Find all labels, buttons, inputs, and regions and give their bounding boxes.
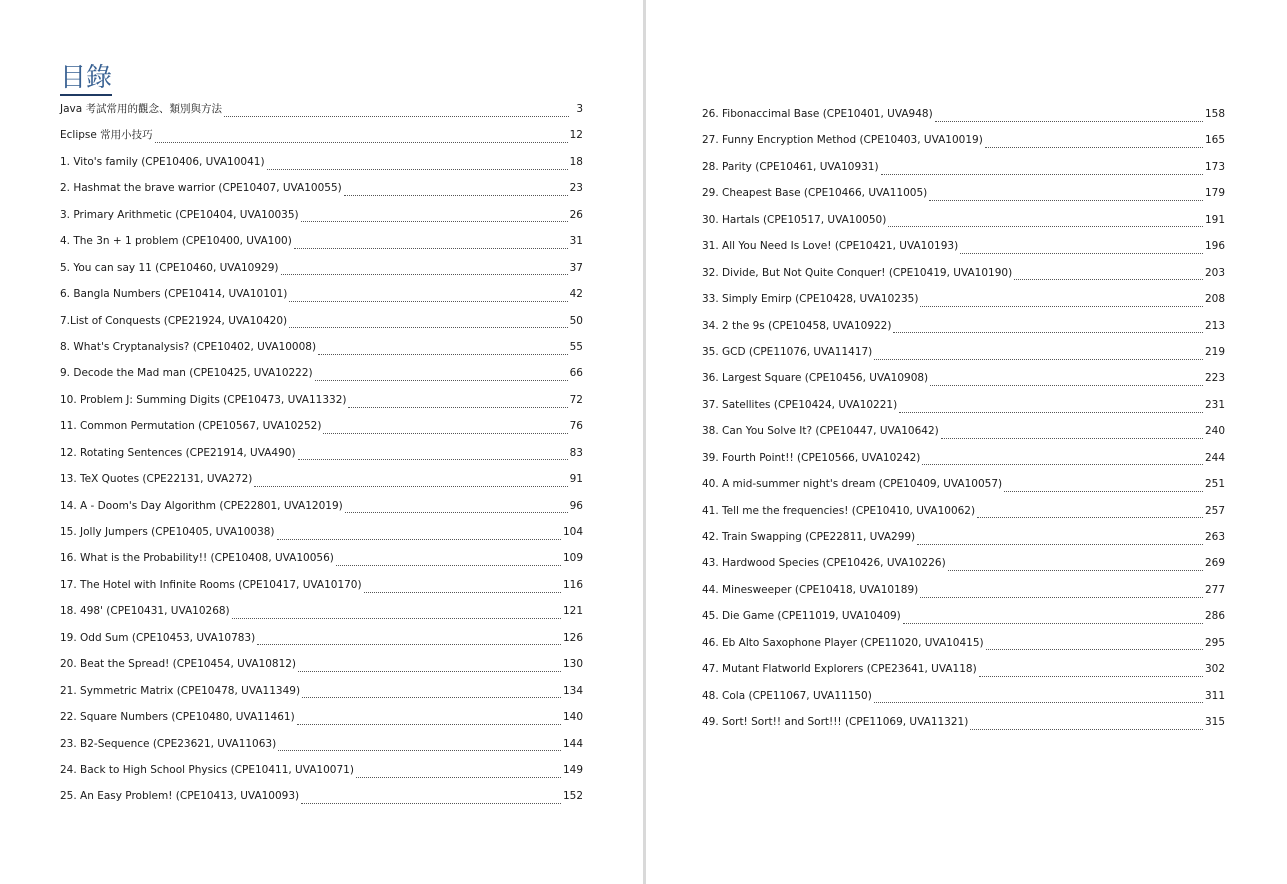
toc-dot-leader <box>985 147 1203 148</box>
toc-entry[interactable] <box>60 178 583 204</box>
toc-dot-leader <box>297 724 561 725</box>
toc-page-number: 50 <box>569 314 583 327</box>
toc-entry[interactable] <box>702 316 1225 342</box>
toc-entry-label: Java 考試常用的觀念、類別與方法 <box>60 103 223 115</box>
toc-entry[interactable] <box>60 284 583 310</box>
toc-entry-label: 47. Mutant Flatworld Explorers (CPE23641, UVA118) <box>702 663 977 676</box>
toc-entry-label: 15. Jolly Jumpers (CPE10405, UVA10038) <box>60 526 275 538</box>
toc-entry-label: 27. Funny Encryption Method (CPE10403, UVA10019) <box>702 134 983 147</box>
toc-page-number: 42 <box>569 288 583 301</box>
toc-page-number: 116 <box>562 578 583 591</box>
toc-entry-label: 19. Odd Sum (CPE10453, UVA10783) <box>60 631 256 644</box>
toc-entry-label: 44. Minesweeper (CPE10418, UVA10189) <box>702 583 919 596</box>
toc-entry[interactable] <box>60 390 583 416</box>
toc-page-number: 121 <box>562 605 583 618</box>
toc-entry-label: 4. The 3n + 1 problem (CPE10400, UVA100) <box>60 235 292 248</box>
toc-entry-label: 38. Can You Solve It? (CPE10447, UVA10642) <box>702 425 939 438</box>
toc-entry-label: 5. You can say 11 (CPE10460, UVA10929) <box>60 261 279 274</box>
toc-entry[interactable] <box>60 205 583 231</box>
toc-page-number: 18 <box>569 155 583 168</box>
toc-dot-leader <box>1014 279 1203 280</box>
document-page-left <box>0 0 643 884</box>
toc-page-number: 37 <box>569 261 583 274</box>
toc-dot-leader <box>301 221 568 222</box>
toc-dot-leader <box>301 803 561 804</box>
toc-entry-label: 20. Beat the Spread! (CPE10454, UVA10812) <box>60 658 297 671</box>
toc-entry-label: 49. Sort! Sort!! and Sort!!! (CPE11069, UVA11321) <box>702 716 969 729</box>
toc-dot-leader <box>323 433 567 434</box>
toc-entry[interactable] <box>702 580 1225 606</box>
toc-entry-label: 29. Cheapest Base (CPE10466, UVA11005) <box>702 187 928 200</box>
toc-page-number: 149 <box>562 763 583 776</box>
toc-entry-label: 43. Hardwood Species (CPE10426, UVA10226) <box>702 557 946 570</box>
toc-entry-label: 10. Problem J: Summing Digits (CPE10473, UVA11332) <box>60 393 347 406</box>
toc-dot-leader <box>874 702 1203 703</box>
toc-entry[interactable] <box>702 183 1225 209</box>
toc-page-number: 311 <box>1204 689 1225 702</box>
toc-page-number: 26 <box>569 208 583 221</box>
toc-entry[interactable] <box>702 659 1225 685</box>
toc-dot-leader <box>345 512 568 513</box>
toc-entry-label: 11. Common Permutation (CPE10567, UVA10252) <box>60 420 322 433</box>
toc-entry-label: 8. What's Cryptanalysis? (CPE10402, UVA10008) <box>60 340 317 353</box>
toc-entry-label: 17. The Hotel with Infinite Rooms (CPE10417, UVA10170) <box>60 578 362 591</box>
toc-page-number: 179 <box>1204 187 1225 200</box>
toc-entry[interactable] <box>702 686 1225 712</box>
toc-entry[interactable] <box>702 633 1225 659</box>
toc-page-number: 240 <box>1204 425 1225 438</box>
toc-page-number: 196 <box>1204 240 1225 253</box>
toc-entry[interactable] <box>702 210 1225 236</box>
toc-entry-label: 46. Eb Alto Saxophone Player (CPE11020, UVA10415) <box>702 636 984 649</box>
toc-dot-leader <box>298 671 561 672</box>
toc-dot-leader <box>277 539 561 540</box>
toc-entry-label: 1. Vito's family (CPE10406, UVA10041) <box>60 155 265 168</box>
toc-entry-label: 2. Hashmat the brave warrior (CPE10407, UVA10055) <box>60 182 342 195</box>
toc-page-number: 76 <box>569 420 583 433</box>
toc-page-number: 144 <box>562 737 583 750</box>
toc-entry-label: 30. Hartals (CPE10517, UVA10050) <box>702 213 887 226</box>
toc-page-number: 152 <box>562 790 583 803</box>
toc-page-number: 223 <box>1204 372 1225 385</box>
toc-entry[interactable] <box>702 421 1225 447</box>
toc-entry-label: 31. All You Need Is Love! (CPE10421, UVA10193) <box>702 240 959 253</box>
toc-dot-leader <box>278 750 561 751</box>
toc-dot-leader <box>920 306 1203 307</box>
toc-entry-label: 13. TeX Quotes (CPE22131, UVA272) <box>60 473 253 486</box>
toc-entry-label: 16. What is the Probability!! (CPE10408, UVA10056) <box>60 552 334 565</box>
toc-dot-leader <box>903 623 1203 624</box>
toc-entry-label: 7.List of Conquests (CPE21924, UVA10420) <box>60 314 288 327</box>
toc-page-number: 158 <box>1204 108 1225 120</box>
toc-dot-leader <box>289 301 567 302</box>
toc-entry-label: 35. GCD (CPE11076, UVA11417) <box>702 345 873 358</box>
toc-entry[interactable] <box>702 712 1225 738</box>
toc-dot-leader <box>1004 491 1203 492</box>
toc-page-number: 244 <box>1204 451 1225 464</box>
toc-dot-leader <box>224 116 569 117</box>
toc-entry[interactable] <box>60 258 583 284</box>
toc-dot-leader <box>254 486 567 487</box>
toc-dot-leader <box>336 565 561 566</box>
toc-entry-label: 23. B2-Sequence (CPE23621, UVA11063) <box>60 737 277 750</box>
toc-entry-label: 18. 498' (CPE10431, UVA10268) <box>60 605 230 618</box>
toc-page-number: 231 <box>1204 398 1225 411</box>
toc-dot-leader <box>920 597 1203 598</box>
toc-dot-leader <box>348 407 567 408</box>
toc-page-number: 3 <box>576 103 583 115</box>
toc-page-number: 263 <box>1204 531 1225 543</box>
toc-list-right <box>702 104 1225 739</box>
toc-dot-leader <box>935 121 1203 122</box>
toc-dot-leader <box>315 380 568 381</box>
toc-entry[interactable] <box>60 786 583 812</box>
toc-entry[interactable] <box>702 527 1225 553</box>
toc-entry-label: 45. Die Game (CPE11019, UVA10409) <box>702 610 901 623</box>
toc-entry-label: 41. Tell me the frequencies! (CPE10410, UVA10062) <box>702 504 976 517</box>
toc-entry[interactable] <box>60 628 583 654</box>
toc-entry[interactable] <box>60 125 583 151</box>
toc-entry[interactable] <box>60 522 583 548</box>
toc-dot-leader <box>281 274 568 275</box>
toc-entry[interactable] <box>702 474 1225 500</box>
toc-page-number: 55 <box>569 340 583 353</box>
toc-dot-leader <box>930 385 1203 386</box>
toc-entry[interactable] <box>702 553 1225 579</box>
toc-page-number: 91 <box>569 473 583 486</box>
toc-entry-label: 26. Fibonaccimal Base (CPE10401, UVA948) <box>702 108 933 120</box>
toc-entry-label: 42. Train Swapping (CPE22811, UVA299) <box>702 531 916 543</box>
document-page-right <box>647 0 1287 884</box>
toc-entry[interactable] <box>60 469 583 495</box>
page-divider <box>643 0 646 884</box>
toc-dot-leader <box>917 544 1203 545</box>
toc-page-number: 315 <box>1204 716 1225 729</box>
toc-entry-label: 14. A - Doom's Day Algorithm (CPE22801, UVA12019) <box>60 499 343 512</box>
toc-page-number: 83 <box>569 446 583 459</box>
toc-page-number: 295 <box>1204 636 1225 649</box>
toc-dot-leader <box>970 729 1203 730</box>
toc-page-number: 173 <box>1204 160 1225 173</box>
toc-entry-label: 9. Decode the Mad man (CPE10425, UVA10222) <box>60 367 313 380</box>
toc-entry[interactable] <box>60 337 583 363</box>
toc-page-number: 286 <box>1204 610 1225 623</box>
toc-entry[interactable] <box>60 734 583 760</box>
toc-dot-leader <box>881 174 1203 175</box>
toc-entry[interactable] <box>60 760 583 786</box>
toc-page-number: 72 <box>569 393 583 406</box>
toc-page-number: 140 <box>562 711 583 724</box>
toc-entry[interactable] <box>702 289 1225 315</box>
toc-page-number: 31 <box>569 235 583 248</box>
toc-entry-label: 39. Fourth Point!! (CPE10566, UVA10242) <box>702 451 921 464</box>
toc-dot-leader <box>318 354 568 355</box>
toc-dot-leader <box>888 226 1203 227</box>
toc-page-number: 257 <box>1204 504 1225 517</box>
toc-dot-leader <box>344 195 568 196</box>
toc-entry[interactable] <box>60 152 583 178</box>
toc-entry[interactable] <box>60 231 583 257</box>
toc-dot-leader <box>356 777 561 778</box>
toc-entry[interactable] <box>60 707 583 733</box>
toc-entry-label: 40. A mid-summer night's dream (CPE10409, UVA10057) <box>702 478 1003 491</box>
toc-dot-leader <box>977 517 1203 518</box>
toc-page-number: 134 <box>562 684 583 697</box>
toc-page-number: 208 <box>1204 293 1225 306</box>
toc-dot-leader <box>874 359 1203 360</box>
toc-page-number: 109 <box>562 552 583 565</box>
toc-dot-leader <box>922 464 1203 465</box>
toc-entry[interactable] <box>60 416 583 442</box>
toc-entry[interactable] <box>702 130 1225 156</box>
toc-page-number: 12 <box>569 129 583 142</box>
toc-page-number: 251 <box>1204 478 1225 491</box>
toc-entry-label: 36. Largest Square (CPE10456, UVA10908) <box>702 372 929 385</box>
toc-entry-label: 28. Parity (CPE10461, UVA10931) <box>702 160 879 173</box>
toc-title: 目錄 <box>60 62 112 96</box>
toc-page-number: 277 <box>1204 583 1225 596</box>
toc-entry[interactable] <box>702 368 1225 394</box>
toc-entry-label: 48. Cola (CPE11067, UVA11150) <box>702 689 872 702</box>
toc-entry-label: 37. Satellites (CPE10424, UVA10221) <box>702 398 898 411</box>
toc-entry[interactable] <box>702 501 1225 527</box>
toc-entry[interactable] <box>60 363 583 389</box>
toc-dot-leader <box>986 649 1203 650</box>
toc-page-number: 219 <box>1204 345 1225 358</box>
toc-page-number: 203 <box>1204 266 1225 279</box>
toc-entry-label: 3. Primary Arithmetic (CPE10404, UVA10035) <box>60 208 299 221</box>
toc-entry-label: 33. Simply Emirp (CPE10428, UVA10235) <box>702 293 919 306</box>
toc-dot-leader <box>155 142 568 143</box>
toc-page-number: 104 <box>562 526 583 538</box>
toc-dot-leader <box>257 644 561 645</box>
toc-entry[interactable] <box>702 236 1225 262</box>
toc-dot-leader <box>893 332 1202 333</box>
toc-dot-leader <box>929 200 1203 201</box>
toc-entry[interactable] <box>702 395 1225 421</box>
toc-entry-label: 6. Bangla Numbers (CPE10414, UVA10101) <box>60 288 288 301</box>
toc-entry[interactable] <box>60 681 583 707</box>
toc-entry[interactable] <box>702 104 1225 130</box>
toc-entry[interactable] <box>60 654 583 680</box>
toc-page-number: 23 <box>569 182 583 195</box>
toc-dot-leader <box>298 459 568 460</box>
toc-page-number: 302 <box>1204 663 1225 676</box>
toc-page-number: 66 <box>569 367 583 380</box>
toc-dot-leader <box>364 592 561 593</box>
toc-page-number: 191 <box>1204 213 1225 226</box>
toc-entry-label: 21. Symmetric Matrix (CPE10478, UVA11349) <box>60 684 301 697</box>
toc-entry[interactable] <box>60 99 583 125</box>
toc-entry-label: 34. 2 the 9s (CPE10458, UVA10922) <box>702 319 892 332</box>
toc-dot-leader <box>899 412 1203 413</box>
toc-entry[interactable] <box>702 157 1225 183</box>
toc-entry[interactable] <box>60 601 583 627</box>
toc-dot-leader <box>267 169 568 170</box>
toc-entry[interactable] <box>60 548 583 574</box>
toc-entry-label: 24. Back to High School Physics (CPE10411, UVA10071) <box>60 763 354 776</box>
toc-entry[interactable] <box>60 311 583 337</box>
toc-list-left <box>60 99 583 813</box>
toc-entry[interactable] <box>702 448 1225 474</box>
toc-page-number: 213 <box>1204 319 1225 332</box>
toc-page-number: 269 <box>1204 557 1225 570</box>
toc-entry-label: 32. Divide, But Not Quite Conquer! (CPE10419, UVA10190) <box>702 266 1013 279</box>
toc-dot-leader <box>948 570 1203 571</box>
toc-page-number: 126 <box>562 631 583 644</box>
toc-entry-label: 25. An Easy Problem! (CPE10413, UVA10093) <box>60 790 300 803</box>
toc-dot-leader <box>960 253 1203 254</box>
toc-dot-leader <box>289 327 568 328</box>
toc-dot-leader <box>941 438 1203 439</box>
toc-entry[interactable] <box>702 342 1225 368</box>
toc-entry[interactable] <box>702 606 1225 632</box>
toc-page-number: 130 <box>562 658 583 671</box>
toc-page-number: 96 <box>569 499 583 512</box>
toc-entry[interactable] <box>60 443 583 469</box>
toc-dot-leader <box>294 248 568 249</box>
toc-entry-label: Eclipse 常用小技巧 <box>60 129 153 142</box>
toc-entry[interactable] <box>60 496 583 522</box>
toc-page-number: 165 <box>1204 134 1225 147</box>
toc-entry[interactable] <box>702 263 1225 289</box>
toc-dot-leader <box>302 697 561 698</box>
toc-dot-leader <box>979 676 1203 677</box>
toc-entry-label: 12. Rotating Sentences (CPE21914, UVA490) <box>60 446 296 459</box>
toc-entry-label: 22. Square Numbers (CPE10480, UVA11461) <box>60 711 295 724</box>
toc-entry[interactable] <box>60 575 583 601</box>
toc-dot-leader <box>232 618 561 619</box>
